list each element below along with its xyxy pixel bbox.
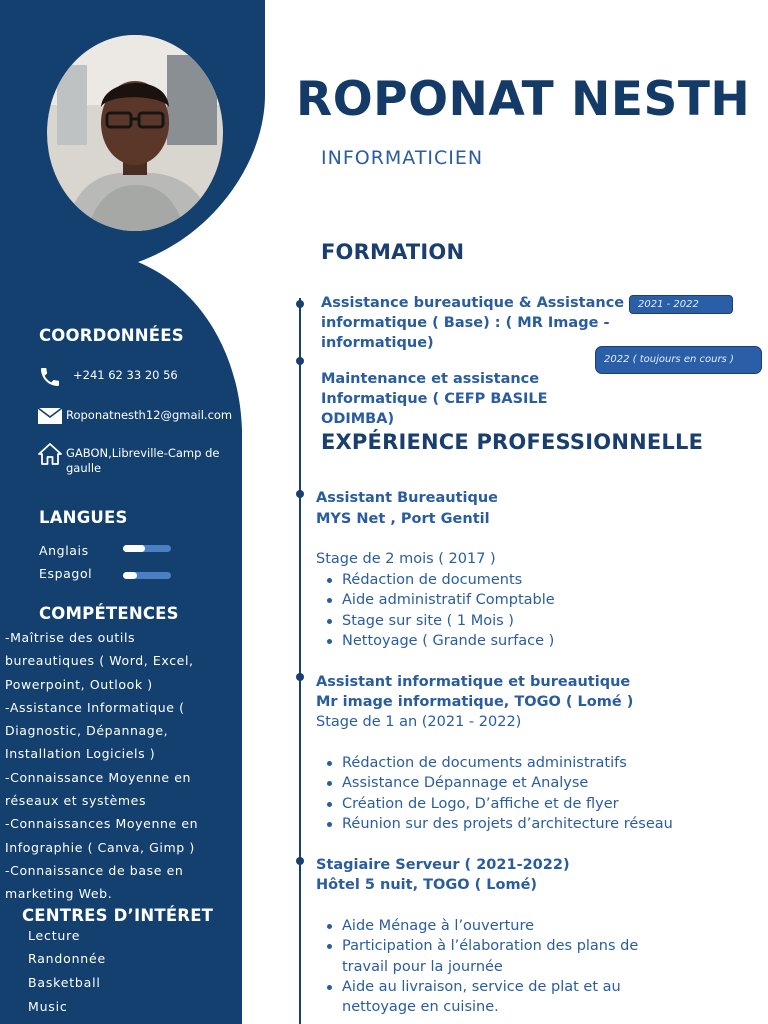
skill-item: -Maîtrise des outils bureautiques ( Word, Excel, Powerpoint, Outlook ): [5, 630, 194, 692]
list-item: Nettoyage ( Grande surface ): [316, 631, 736, 651]
job-duration: Stage de 1 an (2021 - 2022): [316, 714, 522, 730]
job-task-list: [316, 753, 746, 834]
formation-heading: FORMATION: [321, 240, 465, 264]
language-label: Espagol: [39, 566, 93, 581]
skill-item: -Assistance Informatique ( Diagnostic, Dépannage, Installation Logiciels ): [5, 699, 185, 762]
job-place: MYS Net , Port Gentil: [316, 511, 490, 527]
job-task-list: [316, 570, 736, 651]
list-item: Rédaction de documents: [316, 570, 736, 590]
language-label: Anglais: [39, 543, 89, 558]
interest-item: Music: [28, 999, 68, 1014]
timeline-dot: [296, 857, 304, 865]
interest-item: Basketball: [28, 975, 101, 990]
email-address: Roponatnesth12@gmail.com: [66, 408, 233, 422]
timeline-dot: [296, 673, 304, 681]
job-place: Hôtel 5 nuit, TOGO ( Lomé): [316, 877, 538, 893]
formation-date-badge: 2021 - 2022: [629, 295, 733, 314]
contact-heading: COORDONNÉES: [39, 326, 184, 345]
job-title: Assistant Bureautique: [316, 490, 499, 506]
skill-item: -Connaissance de base en marketing Web.: [5, 862, 184, 902]
list-item: Stage sur site ( 1 Mois ): [316, 611, 736, 631]
list-item: Participation à l’élaboration des plans de travail pour la journée: [316, 936, 686, 977]
list-item: Rédaction de documents administratifs: [316, 753, 746, 773]
list-item: Aide Ménage à l’ouverture: [316, 916, 686, 936]
formation-entry-title: Assistance bureautique & Assistance informatique ( Base) : ( MR Image - informatique): [321, 295, 625, 351]
postal-address: GABON,Libreville-Camp de gaulle: [66, 446, 220, 475]
list-item: Réunion sur des projets d’architecture réseau: [316, 814, 746, 834]
list-item: Aide au livraison, service de plat et au nettoyage en cuisine.: [316, 977, 686, 1018]
timeline-dot: [296, 490, 304, 498]
job-title: Assistant informatique et bureautique: [316, 674, 631, 690]
job-place: Mr image informatique, TOGO ( Lomé ): [316, 694, 634, 710]
list-item: Aide administratif Comptable: [316, 590, 736, 610]
timeline-dot: [296, 300, 304, 308]
interest-item: Randonnée: [28, 951, 107, 966]
phone-number: +241 62 33 20 56: [73, 368, 178, 382]
experience-heading: EXPÉRIENCE PROFESSIONNELLE: [321, 430, 704, 454]
job-duration: Stage de 2 mois ( 2017 ): [316, 551, 496, 567]
full-name: ROPONAT NESTH: [296, 72, 751, 127]
list-item: Assistance Dépannage et Analyse: [316, 773, 746, 793]
formation-date-badge: 2022 ( toujours en cours ): [595, 346, 762, 374]
job-title: INFORMATICIEN: [321, 147, 484, 169]
skill-item: -Connaissances Moyenne en Infographie ( Canva, Gimp ): [5, 816, 199, 855]
skill-item: -Connaissance Moyenne en réseaux et systèmes: [5, 769, 192, 809]
timeline-dot: [296, 357, 304, 365]
interests-heading: CENTRES D’INTÉRET: [22, 906, 214, 925]
formation-entry-title: Maintenance et assistance Informatique ( CEFP BASILE ODIMBA): [321, 371, 548, 427]
languages-heading: LANGUES: [39, 508, 128, 527]
list-item: Création de Logo, D’affiche et de flyer: [316, 794, 746, 814]
job-task-list: [316, 916, 686, 1017]
skills-heading: COMPÉTENCES: [39, 604, 179, 623]
interest-item: Lecture: [28, 928, 81, 943]
job-title: Stagiaire Serveur ( 2021-2022): [316, 857, 570, 873]
